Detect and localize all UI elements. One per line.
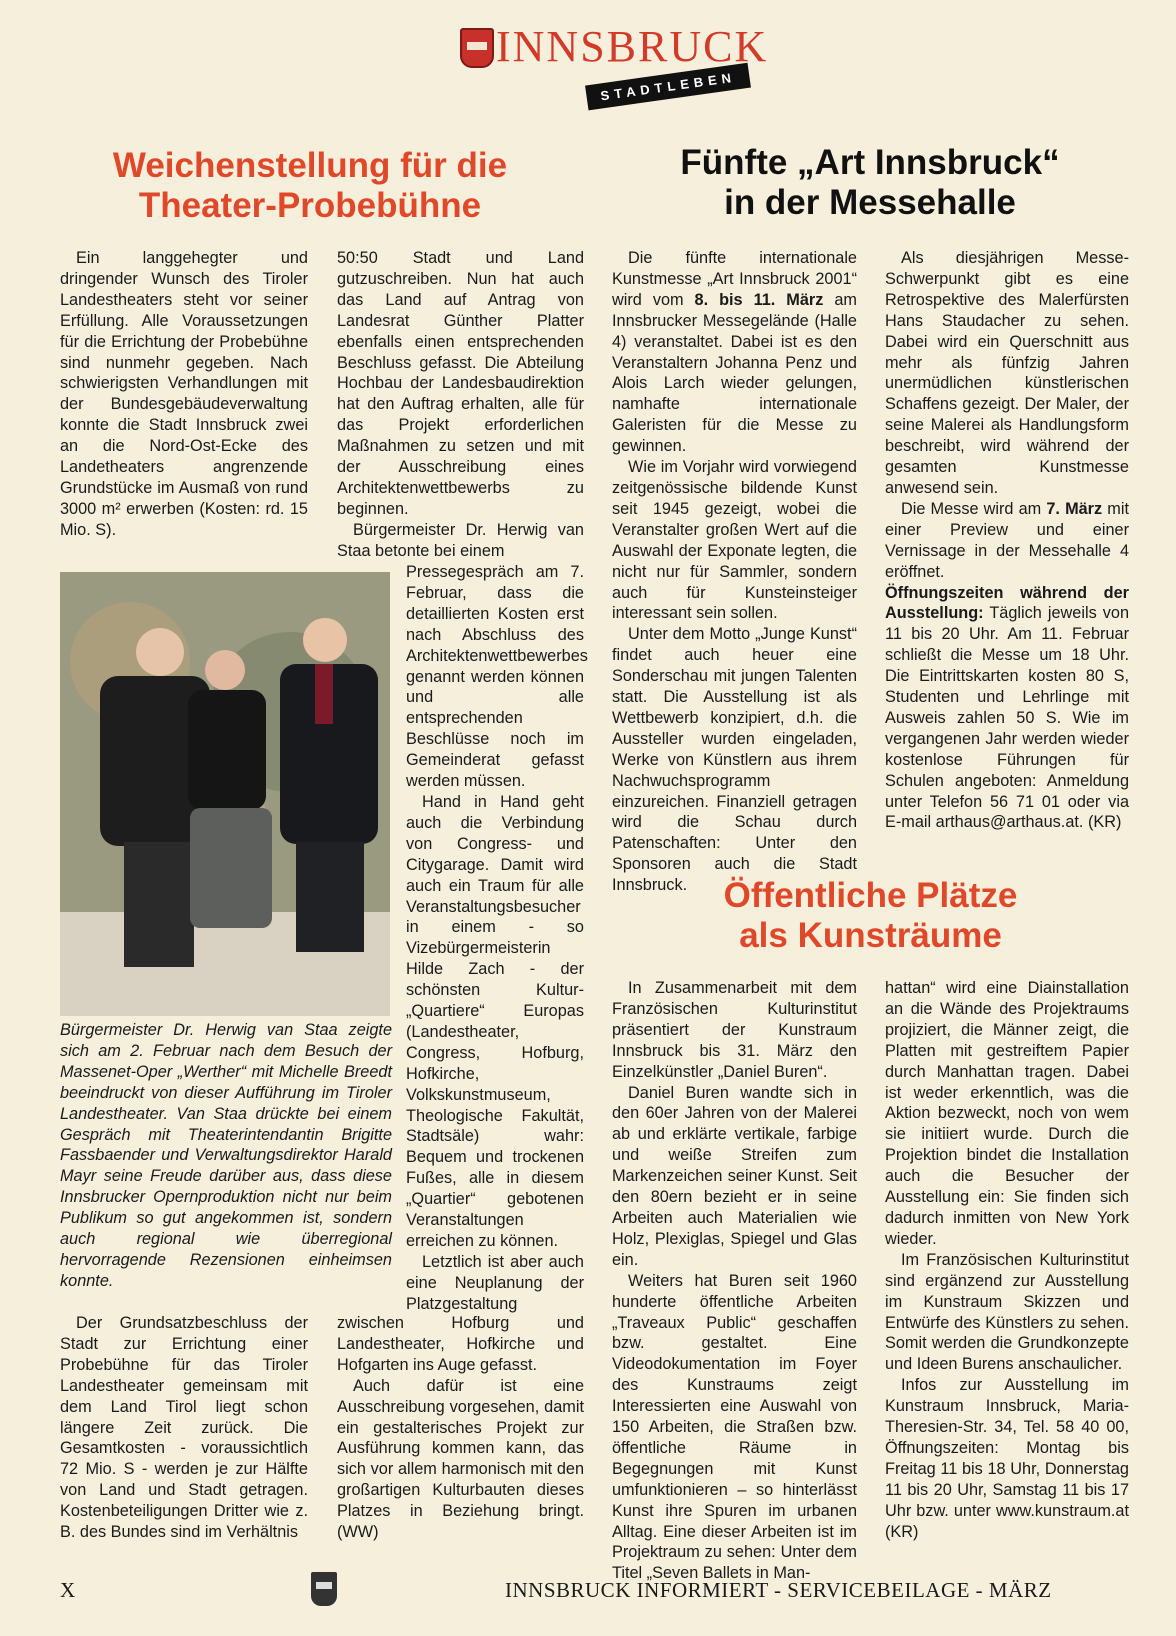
paragraph: Infos zur Ausstellung im Kunstraum Innsbruck, Maria-Theresien-Str. 34, Tel. 58 40 00, Öffnungszeiten: Montag bis Freitag 11 bis 18 Uhr, Donnerstag 11 bis 20 Uhr, Samstag 11 bis 17 Uhr bzw. unter www.kunstraum.at (KR) (885, 1376, 1129, 1541)
paragraph: Die fünfte internationale Kunstmesse „Art Innsbruck 2001“ wird vom 8. bis 11. März am Innsbrucker Messegelände (Halle 4) veranstaltet. Dabei ist es den Veranstaltern Johanna Penz und Alois Larch wieder gelungen, namhafte internationale Galeristen für die Messe zu gewinnen. (612, 249, 857, 456)
article3-col4 (885, 978, 1129, 1542)
paragraph: Öffnungszeiten während der Ausstellung: Täglich jeweils von 11 bis 20 Uhr. Am 11. Februar schließt die Messe um 18 Uhr. Die Eintrittskarten kosten 80 S, Studenten und Lehrlinge mit Ausweis zahlen 50 S. Wie im vergangenen Jahr werden wieder kostenlose Führungen für Schulen angeboten: Anmeldung unter Telefon 56 71 01 oder via E-mail arthaus@arthaus.at. (KR) (885, 583, 1129, 832)
footer-publication: INNSBRUCK INFORMIERT - SERVICEBEILAGE - MÄRZ (505, 1578, 1052, 1602)
innsbruck-crest-icon (460, 28, 494, 68)
paragraph: Bürgermeister Dr. Herwig van Staa betonte bei einem (337, 520, 584, 560)
paragraph: Weiters hat Buren seit 1960 hunderte öffentliche Arbeiten „Traveaux Public“ geschaffen bzw. gestaltet. Eine Videodokumentation im Foyer des Kunstraums zeigt Interessierten eine Auswahl von 150 Arbeiten, die Straßen bzw. öffentliche Räume in Begegnungen mit Kunst umfunktionieren – so hinterlässt Kunst ihre Spuren im urbanen Alltag. Eine dieser Arbeiten ist im Projektraum zu sehen: Unter dem Titel „Seven Ballets in Man- (612, 1271, 857, 1583)
masthead-city: INNSBRUCK (496, 22, 769, 71)
press-photo (60, 572, 390, 1016)
paragraph: hattan“ wird eine Diainstallation an die Wände des Projektraums projiziert, die Männer zeigt, die Platten mit gestreiftem Papier durch Manhattan tragen. Dabei ist weder erkenntlich, was die Aktion bezweckt, noch von wem sie initiiert wurde. Durch die Projektion bindet die Installation auch die Besucher der Ausstellung ein: Sie finden sich dadurch inmitten von New York wieder. (885, 979, 1129, 1248)
paragraph: Wie im Vorjahr wird vorwiegend zeitgenössische bildende Kunst seit 1945 gezeigt, wobei die Veranstalter großen Wert auf die Auswahl der Exponate legten, die nicht nur für Sammler, sondern auch für Kunsteinsteiger interessant sein sollen. (612, 458, 857, 623)
paragraph: Letztlich ist aber auch eine Neuplanung der Platzgestaltung (406, 1252, 584, 1313)
article1-col2-bottom (337, 1313, 584, 1543)
paragraph: Hand in Hand geht auch die Verbindung von Congress- und Citygarage. Damit wird auch ein Traum für alle Veranstaltungsbesucher in einem - so Vizebürgermeisterin Hilde Zach - der schönsten Kultur-„Quartiere“ Europas (Landestheater, Congress, Hofburg, Hofkirche, Volkskunstmuseum, Theologische Fakultät, Stadtsäle) wahr: Bequem und trockenen Fußes, alle in diesem „Quartier“ gebotenen Veranstaltungen erreichen zu können. (406, 792, 584, 1250)
masthead (456, 22, 769, 112)
article2-headline: Fünfte „Art Innsbruck“ in der Messehalle (680, 143, 1060, 222)
article3-headline: Öffentliche Plätze als Kunsträume (723, 876, 1018, 955)
article1-headline: Weichenstellung für die Theater-Probebühne (112, 146, 508, 225)
paragraph: Unter dem Motto „Junge Kunst“ findet auch heuer eine Sonderschau mit jungen Talenten statt. Die Ausstellung ist als Wettbewerb konzipiert, d.h. die Aussteller wurden eingeladen, Werke von Künstlern aus ihrem Nachwuchsprogramm einzureichen. Finanziell getragen wird die Schau durch Patenschaften: Unter den Sponsoren auch die Stadt Innsbruck. (612, 625, 857, 895)
paragraph: In Zusammenarbeit mit dem Französischen Kulturinstitut präsentiert der Kunstraum Innsbruck bis 31. März den Einzelkünstler „Daniel Buren“. (612, 979, 857, 1081)
paragraph: Der Grundsatzbeschluss der Stadt zur Errichtung einer Probebühne für das Tiroler Landestheater gemeinsam mit dem Land Tirol liegt schon längere Zeit zurück. Die Gesamtkosten - voraussichtlich 72 Mio. S - werden je zur Hälfte von Land und Stadt getragen. Kostenbeteiligungen Dritter wie z. B. des Bundes sind im Verhältnis (60, 1314, 308, 1542)
paragraph: Im Französischen Kulturinstitut sind ergänzend zur Ausstellung im Kunstraum Skizzen und Entwürfe des Künstlers zu sehen. Somit werden die Grundkonzepte und Ideen Burens anschaulicher. (885, 1250, 1129, 1374)
paragraph: zwischen Hofburg und Landestheater, Hofkirche und Hofgarten ins Auge gefasst. (337, 1314, 584, 1374)
photo-caption: Bürgermeister Dr. Herwig van Staa zeigte sich am 2. Februar nach dem Besuch der Massenet-Oper „Werther“ mit Michelle Breedt beeindruckt von dieser Aufführung im Tiroler Landestheater. Van Staa drückte bei einem Gespräch mit Theaterintendantin Brigitte Fassbaender und Verwaltungsdirektor Harald Mayr seine Freude darüber aus, dass diese Innsbrucker Opernproduktion nicht nur beim Publikum so gut angekommen ist, sondern auch regional wie überregional hervorragende Rezensionen einheimsen konnte. (60, 1021, 392, 1290)
article1-col1-top (60, 248, 308, 541)
article2-col3 (612, 248, 857, 896)
paragraph: Daniel Buren wandte sich in den 60er Jahren von der Malerei ab und erklärte vertikale, farbige und weiße Streifen zum Markenzeichen seiner Kunst. Seit den 80ern bezieht er in seine Arbeiten auch Materialien wie Holz, Plexiglas, Spiegel und Glas ein. (612, 1083, 857, 1269)
footer-crest-icon (311, 1572, 337, 1606)
article3-col3 (612, 978, 857, 1584)
page-number: X (60, 1578, 76, 1602)
paragraph: Die Messe wird am 7. März mit einer Preview und einer Vernissage in der Messehalle 4 eröffnet. (885, 499, 1129, 581)
three-people-photo (60, 572, 390, 1016)
paragraph: Als diesjährigen Messe-Schwerpunkt gibt es eine Retrospektive des Malerfürsten Hans Staudacher zu sehen. Dabei wird ein Querschnitt aus mehr als fünfzig Jahren unermüdlichen künstlerischen Schaffens gezeigt. Der Maler, der seine Malerei als Handlungsform beschreibt, wird während der gesamten Kunstmesse anwesend sein. (885, 249, 1129, 497)
article1-col1-bottom (60, 1313, 308, 1543)
masthead-tag: STADTLEBEN (585, 63, 751, 111)
paragraph: 50:50 Stadt und Land gutzuschreiben. Nun hat auch das Land auf Antrag von Landesrat Günther Platter ebenfalls einen entsprechenden Beschluss gefasst. Die Abteilung Hochbau der Landesbaudirektion hat den Auftrag erhalten, alle für das Projekt erforderlichen Maßnahmen zu setzen und mit der Ausschreibung eines Architektenwettbewerbs zu beginnen. (337, 249, 584, 518)
paragraph: Auch dafür ist eine Ausschreibung vorgesehen, damit ein gestalterisches Projekt zur Ausführung kommen kann, das sich vor allem harmonisch mit den großartigen Kulturbauten dieses Platzes in Beziehung bringt. (WW) (337, 1376, 584, 1542)
paragraph: Ein langgehegter und dringender Wunsch des Tiroler Landestheaters steht vor seiner Erfüllung. Alle Voraussetzungen für die Errichtung der Probebühne sind nunmehr gegeben. Nach schwierigsten Verhandlungen mit der Bundesgebäudeverwaltung konnte die Stadt Innsbruck zwei an die Nord-Ost-Ecke des Landetheaters angrenzende Grundstücke im Ausmaß von rund 3000 m² erwerben (Kosten: rd. 15 Mio. S). (60, 249, 308, 539)
article1-col2-narrow (406, 562, 588, 1315)
article2-col4 (885, 248, 1129, 833)
paragraph: Pressegespräch am 7. Februar, dass die detaillierten Kosten erst nach Abschluss des Architektenwettbewerbes genannt werden können und alle entsprechenden Beschlüsse noch im Gemeinderat gefasst werden müssen. (406, 563, 588, 791)
article1-col2-top (337, 248, 584, 562)
